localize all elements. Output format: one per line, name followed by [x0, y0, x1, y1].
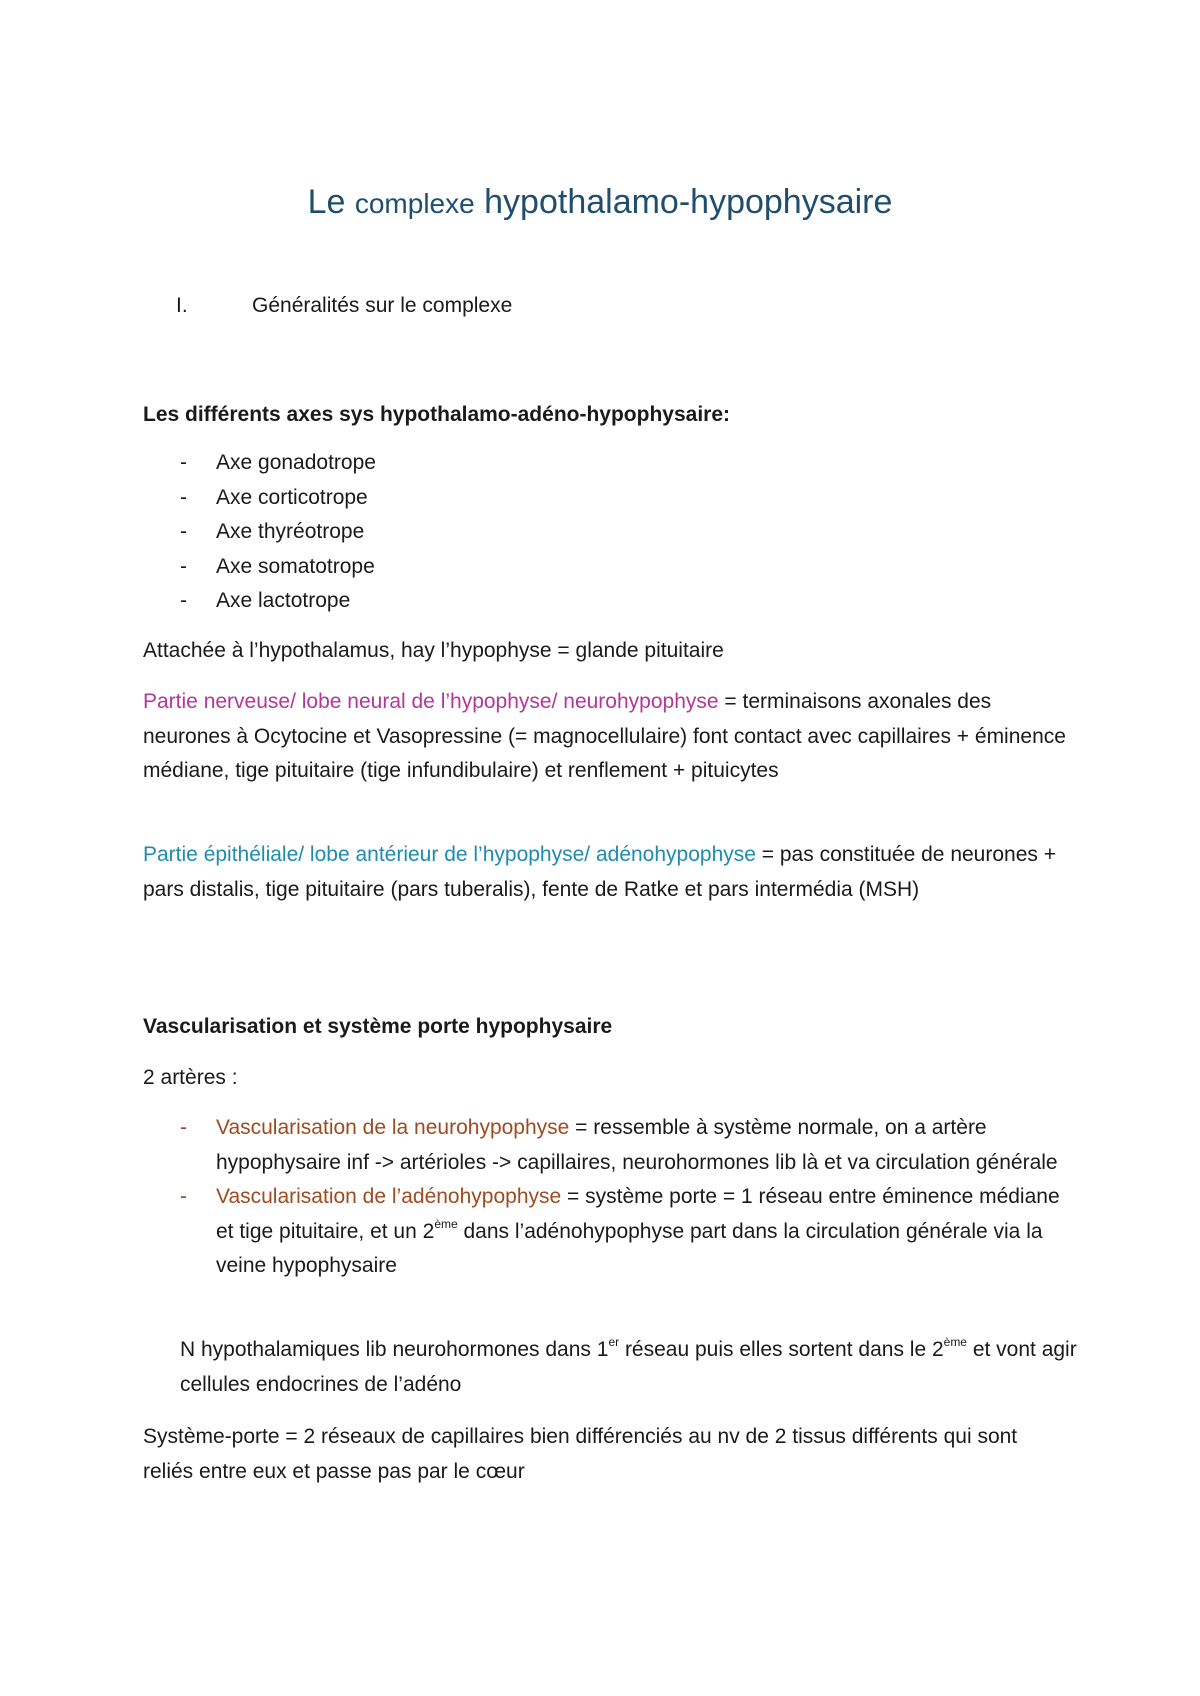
neurons-text-a: N hypothalamiques lib neurohormones dans 1	[180, 1338, 609, 1361]
list-item	[180, 481, 376, 516]
superscript: ème	[434, 1216, 458, 1231]
list-dash: -	[180, 589, 187, 612]
vasc-neuro-text: = ressemble à système normale, on a artère hypophysaire inf -> artérioles -> capillaires, neurohormones lib là et va circulation générale	[216, 1116, 1058, 1174]
title-part-2: complexe	[354, 188, 475, 219]
nerveuse-paragraph	[143, 685, 1073, 789]
list-dash: -	[180, 451, 187, 474]
systeme-porte-paragraph: Système-porte = 2 réseaux de capillaires bien différenciés au nv de 2 tissus différents qui sont reliés entre eux et passe pas par le cœur	[143, 1425, 1018, 1483]
vasc-adeno-label: Vascularisation de l’adénohypophyse	[216, 1185, 562, 1208]
list-dash: -	[180, 1185, 187, 1208]
superscript: er	[608, 1335, 620, 1349]
list-item	[180, 446, 376, 481]
neurons-text-c: et vont agir cellules endocrines de l’adéno	[180, 1338, 1077, 1396]
axes-heading: Les différents axes sys hypothalamo-adéno-hypophysaire:	[143, 403, 730, 426]
vascularisation-list	[180, 1111, 1080, 1284]
vasc-neuro-label: Vascularisation de la neurohypophyse	[216, 1116, 570, 1139]
list-dash: -	[180, 1116, 187, 1139]
epitheliale-label: Partie épithéliale/ lobe antérieur de l’hypophyse/ adénohypophyse	[143, 843, 756, 866]
list-item-label: Axe somatotrope	[216, 554, 375, 578]
section-number: I.	[176, 294, 188, 317]
list-item-label: Axe corticotrope	[216, 485, 368, 509]
epitheliale-text: = pas constituée de neurones + pars distalis, tige pituitaire (pars tuberalis), fente de Ratke et pars intermédia (MSH)	[143, 843, 1056, 901]
attached-paragraph: Attachée à l’hypothalamus, hay l’hypophyse = glande pituitaire	[143, 639, 724, 662]
page-title	[0, 183, 1200, 222]
axes-list	[180, 446, 376, 619]
arteres-line: 2 artères :	[143, 1066, 238, 1089]
list-item-label: Axe lactotrope	[216, 589, 351, 612]
list-item	[180, 584, 376, 619]
epitheliale-paragraph	[143, 838, 1073, 907]
neurons-paragraph	[180, 1333, 1080, 1402]
list-item-label: Axe thyréotrope	[216, 520, 365, 543]
list-item	[180, 515, 376, 550]
list-item-label: Axe gonadotrope	[216, 451, 376, 474]
list-item	[180, 1111, 1080, 1180]
title-part-3: hypothalamo-hypophysaire	[474, 183, 893, 221]
nerveuse-text: = terminaisons axonales des neurones à Ocytocine et Vasopressine (= magnocellulaire) font contact avec capillaires + éminence médiane, tige pituitaire (tige infundibulaire) et renflement + pituicytes	[143, 690, 1066, 782]
list-dash: -	[180, 485, 187, 509]
vasc-adeno-text-b: dans l’adénohypophyse part dans la circulation générale via la veine hypophysaire	[216, 1219, 1043, 1277]
section-heading: Généralités sur le complexe	[252, 294, 513, 317]
vasc-adeno-text-a: = système porte = 1 réseau entre éminence médiane et tige pituitaire, et un 2	[216, 1185, 1060, 1243]
superscript: ème	[943, 1335, 967, 1349]
list-item	[180, 1180, 1080, 1284]
vascularisation-heading: Vascularisation et système porte hypophysaire	[143, 1015, 613, 1038]
list-dash: -	[180, 554, 187, 578]
title-part-1: Le	[307, 183, 355, 221]
list-dash: -	[180, 520, 187, 543]
neurons-text-b: réseau puis elles sortent dans le 2	[619, 1338, 944, 1361]
list-item	[180, 550, 376, 585]
nerveuse-label: Partie nerveuse/ lobe neural de l’hypophyse/ neurohypophyse	[143, 690, 719, 713]
